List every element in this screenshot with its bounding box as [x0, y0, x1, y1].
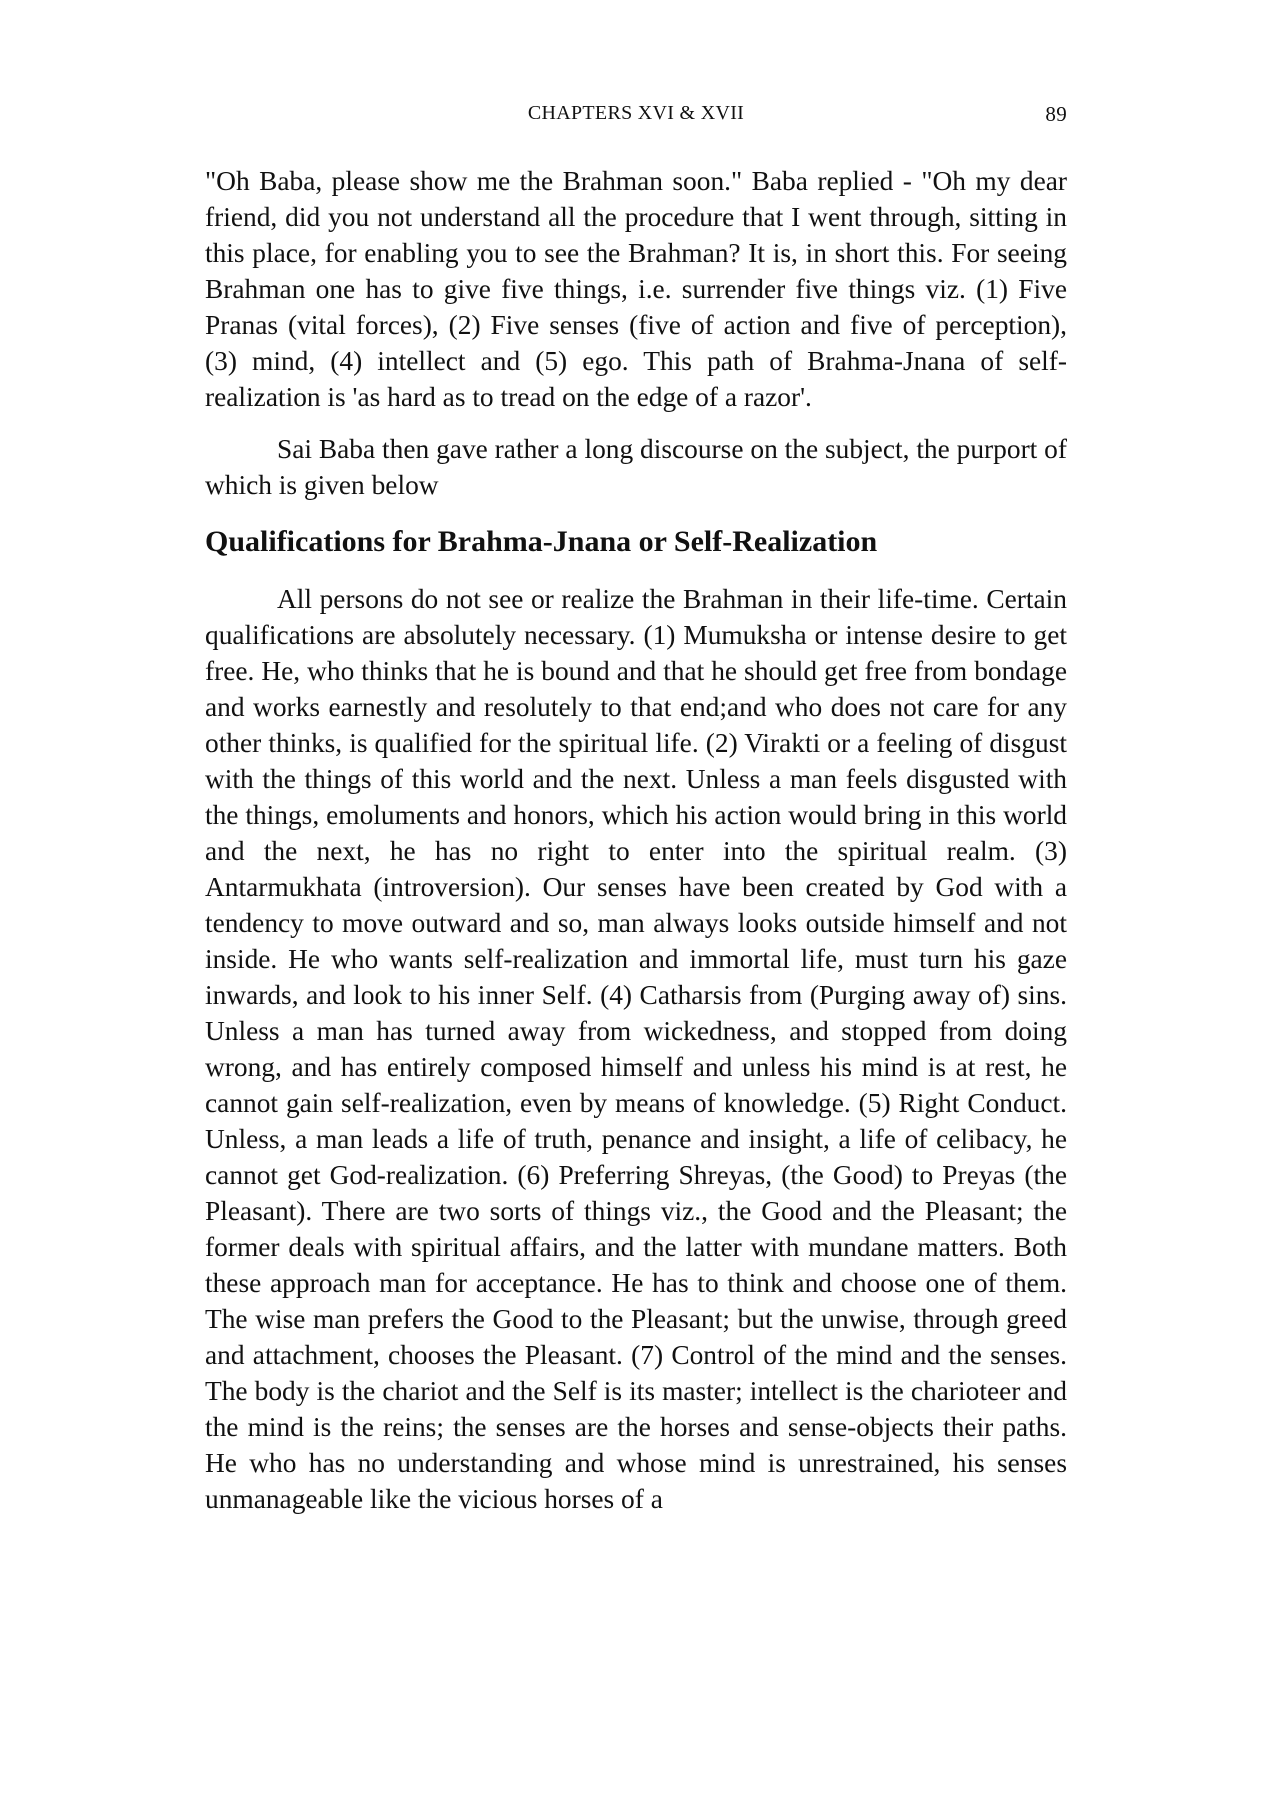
- running-title: CHAPTERS XVI & XVII: [527, 102, 745, 124]
- section-heading: Qualifications for Brahma-Jnana or Self-Realization: [205, 525, 878, 558]
- paragraph-discourse-intro: Sai Baba then gave rather a long discourse on the subject, the purport of which is given below: [205, 434, 1067, 500]
- paragraph-qualifications: All persons do not see or realize the Brahman in their life-time. Certain qualifications are absolutely necessary. (1) Mumuksha or intense desire to get free. He, who thinks that he is bound and that he should get free from bondage and works earnestly and resolutely to that end;and who does not care for any other thinks, is qualified for the spiritual life. (2) Virakti or a feeling of disgust with the things of this world and the next. Unless a man feels disgusted with the things, emoluments and honors, which his action would bring in this world and the next, he has no right to enter into the spiritual realm. (3) Antarmukhata (introversion). Our senses have been created by God with a tendency to move outward and so, man always looks outside himself and not inside. He who wants self-realization and immortal life, must turn his gaze inwards, and look to his inner Self. (4) Catharsis from (Purging away of) sins. Unless a man has turned away from wickedness, and stopped from doing wrong, and has entirely composed himself and unless his mind is at rest, he cannot gain self-realization, even by means of knowledge. (5) Right Conduct. Unless, a man leads a life of truth, penance and insight, a life of celibacy, he cannot get God-realization. (6) Preferring Shreyas, (the Good) to Preyas (the Pleasant). There are two sorts of things viz., the Good and the Pleasant; the former deals with spiritual affairs, and the latter with mundane matters. Both these approach man for acceptance. He has to think and choose one of them. The wise man prefers the Good to the Pleasant; but the unwise, through greed and attachment, chooses the Pleasant. (7) Control of the mind and the senses. The body is the chariot and the Self is its master; intellect is the charioteer and the mind is the reins; the senses are the horses and sense-objects their paths. He who has no understanding and whose mind is unrestrained, his senses unmanageable like the vicious horses of a: [205, 584, 1067, 1514]
- body-text: [205, 163, 1067, 1517]
- running-header: [205, 102, 1067, 130]
- paragraph-spacer: [205, 415, 1067, 431]
- page-number: 89: [1045, 102, 1067, 126]
- paragraph-quote: "Oh Baba, please show me the Brahman soon." Baba replied - "Oh my dear friend, did you not understand all the procedure that I went through, sitting in this place, for enabling you to see the Brahman? It is, in short this. For seeing Brahman one has to give five things, i.e. surrender five things viz. (1) Five Pranas (vital forces), (2) Five senses (five of action and five of perception), (3) mind, (4) intellect and (5) ego. This path of Brahma-Jnana of self-realization is 'as hard as to tread on the edge of a razor'.: [205, 166, 1067, 412]
